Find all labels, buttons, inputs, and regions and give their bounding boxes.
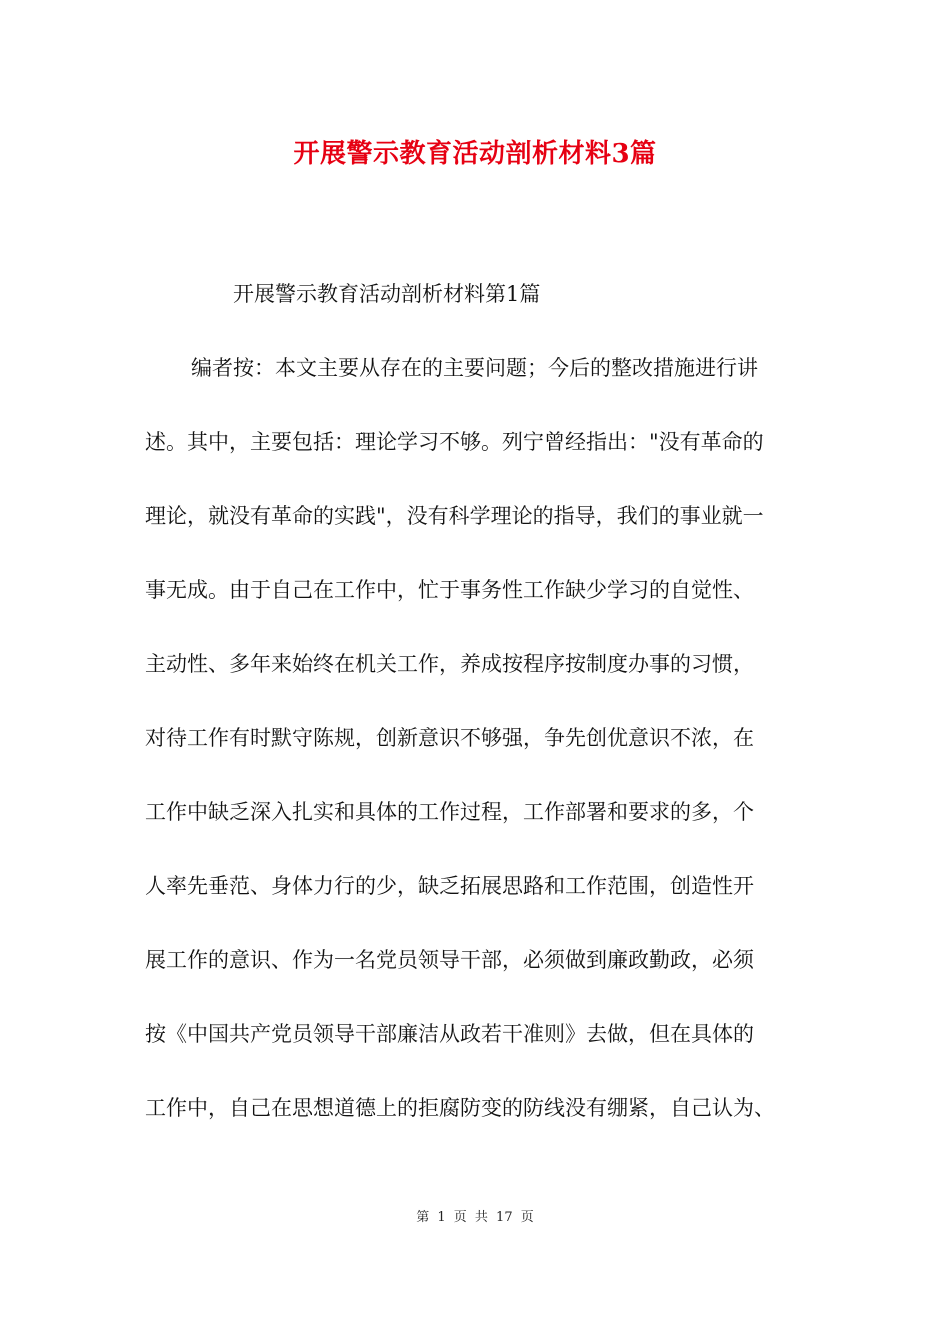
document-title: 开展警示教育活动剖析材料3篇 bbox=[293, 139, 657, 169]
page-number-footer: 第 1 页 共 17 页 bbox=[416, 1210, 534, 1225]
text-line: 主动性、多年来始终在机关工作，养成按程序按制度办事的习惯， bbox=[145, 652, 754, 676]
section-heading: 开展警示教育活动剖析材料第1篇 bbox=[233, 282, 541, 306]
text-line: 工作中缺乏深入扎实和具体的工作过程，工作部署和要求的多，个 bbox=[145, 800, 754, 824]
text-line: 事无成。由于自己在工作中，忙于事务性工作缺少学习的自觉性、 bbox=[145, 578, 754, 602]
text-line: 述。其中，主要包括：理论学习不够。列宁曾经指出："没有革命的 bbox=[145, 430, 764, 454]
text-line: 按《中国共产党员领导干部廉洁从政若干准则》去做，但在具体的 bbox=[145, 1022, 754, 1046]
text-line: 理论，就没有革命的实践"，没有科学理论的指导，我们的事业就一 bbox=[145, 504, 764, 528]
text-line: 展工作的意识、作为一名党员领导干部，必须做到廉政勤政，必须 bbox=[145, 948, 754, 972]
body-text bbox=[145, 350, 825, 1164]
text-line: 人率先垂范、身体力行的少，缺乏拓展思路和工作范围，创造性开 bbox=[145, 874, 754, 898]
text-line: 工作中，自己在思想道德上的拒腐防变的防线没有绷紧，自己认为、 bbox=[145, 1096, 775, 1120]
text-line: 对待工作有时默守陈规，创新意识不够强，争先创优意识不浓，在 bbox=[145, 726, 754, 750]
text-line: 编者按：本文主要从存在的主要问题；今后的整改措施进行讲 bbox=[191, 356, 758, 380]
